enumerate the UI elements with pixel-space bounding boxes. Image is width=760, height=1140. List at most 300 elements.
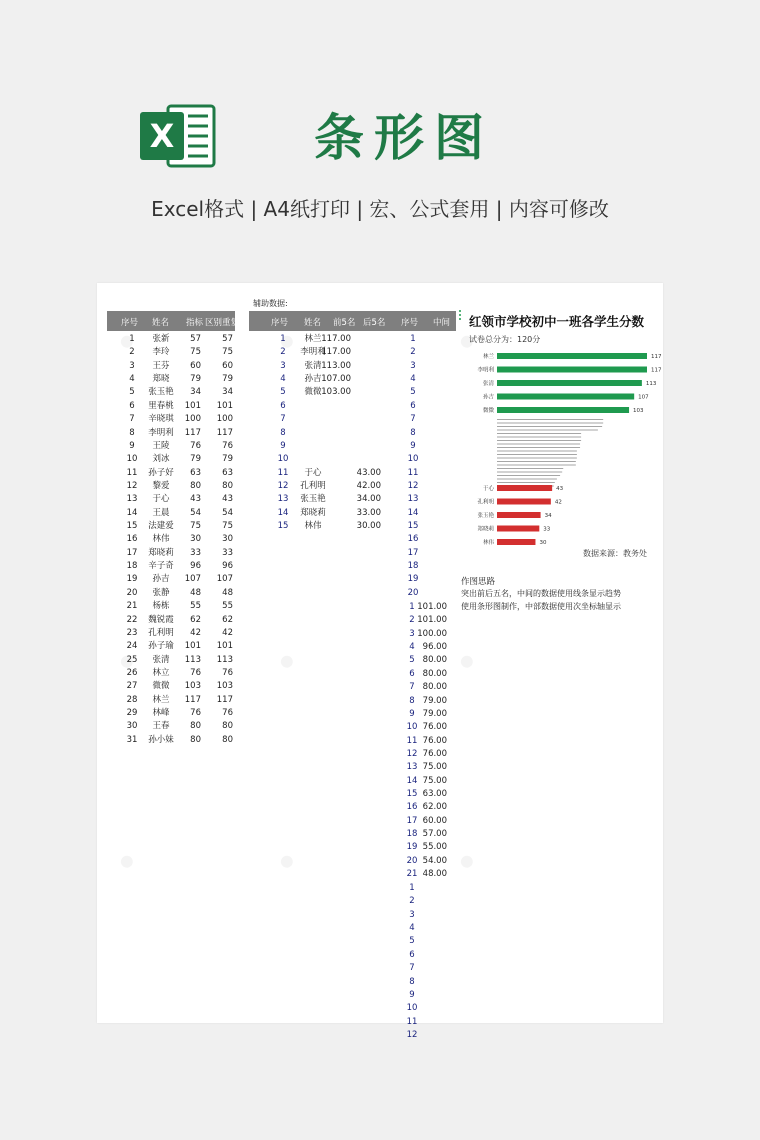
excel-logo-icon [138, 100, 218, 172]
student-score: 101 [184, 400, 201, 411]
aux-seq-no: 2 [409, 896, 415, 907]
bar-bottom [497, 485, 552, 491]
student-score: 63 [190, 467, 201, 478]
bar-middle [497, 444, 580, 445]
student-no: 13 [126, 494, 138, 505]
student-score: 30 [190, 534, 201, 545]
aux-seq-no: 8 [410, 427, 416, 438]
student-no: 19 [126, 574, 138, 585]
middle-value: 76.00 [422, 722, 447, 733]
aux-bottom-value: 34.00 [356, 494, 381, 505]
student-dedupe-score: 117 [216, 694, 233, 705]
student-no: 2 [129, 347, 135, 358]
student-score: 101 [184, 641, 201, 652]
middle-value: 62.00 [422, 802, 447, 813]
header-no: 序号 [121, 318, 139, 328]
middle-no: 15 [406, 789, 418, 800]
bar-bottom [497, 539, 535, 545]
student-no: 23 [126, 627, 138, 638]
header-score: 指标 [186, 318, 204, 328]
aux-top-no: 1 [280, 334, 286, 344]
aux-bottom-value: 33.00 [356, 507, 381, 518]
aux-bottom-no: 11 [277, 467, 289, 478]
student-no: 21 [126, 601, 138, 612]
middle-value: 48.00 [422, 869, 447, 880]
aux-seq-no: 5 [409, 936, 415, 947]
aux-seq-no: 2 [410, 347, 416, 358]
student-no: 16 [126, 534, 138, 545]
aux-top-value: 113.00 [321, 360, 351, 371]
student-dedupe-score: 117 [216, 427, 233, 438]
middle-no: 8 [409, 695, 415, 706]
student-dedupe-score: 79 [222, 374, 233, 385]
bar-value-label: 117 [651, 354, 662, 360]
header-name: 姓名 [152, 318, 170, 328]
aux-bottom-name: 于心 [304, 467, 322, 478]
aux-bottom-name: 张玉艳 [300, 494, 326, 505]
middle-value: 75.00 [422, 775, 447, 786]
aux-seq-no: 1 [409, 883, 415, 893]
bar-category-label: 李明利 [477, 367, 494, 374]
watermark [267, 641, 309, 686]
student-score: 33 [190, 547, 201, 558]
middle-value: 60.00 [422, 815, 447, 826]
chart-title: 红领市学校初中一班各学生分数 [469, 314, 645, 329]
bar-middle [497, 472, 562, 473]
middle-no: 4 [409, 642, 415, 653]
aux-seq-no: 10 [406, 1003, 418, 1014]
student-dedupe-score: 42 [222, 627, 233, 638]
bar-category-label: 林伟 [482, 540, 494, 546]
bar-top [497, 353, 647, 359]
student-dedupe-score: 75 [222, 347, 233, 358]
aux-bottom-no: 13 [277, 494, 289, 505]
aux-header-bottom5: 后5名 [363, 318, 386, 328]
student-name: 张新 [152, 334, 170, 344]
middle-no: 16 [406, 802, 418, 813]
aux-blank-no: 7 [280, 414, 286, 425]
aux-seq-no: 9 [409, 989, 415, 1000]
student-name: 孙子瑜 [148, 641, 174, 652]
aux-seq-no: 11 [407, 467, 419, 478]
student-name: 孙吉 [152, 574, 170, 585]
student-no: 9 [129, 440, 135, 451]
student-no: 7 [129, 414, 135, 425]
aux-seq-no: 11 [406, 1016, 418, 1027]
student-name: 孙子好 [148, 467, 174, 478]
student-name: 郑晓 [152, 374, 170, 385]
chart-subtitle: 试卷总分为：120分 [469, 335, 541, 344]
middle-value: 55.00 [422, 842, 447, 853]
student-score: 103 [184, 681, 201, 692]
middle-value: 57.00 [422, 829, 447, 840]
bar-middle [497, 433, 581, 434]
middle-no: 18 [406, 829, 418, 840]
middle-no: 11 [406, 735, 418, 746]
student-dedupe-score: 107 [216, 574, 233, 585]
middle-no: 9 [409, 708, 415, 719]
student-dedupe-score: 76 [222, 668, 233, 678]
aux-seq-no: 9 [410, 440, 416, 451]
student-name: 魏锐霞 [148, 614, 174, 625]
middle-no: 1 [409, 602, 415, 612]
student-no: 3 [129, 360, 135, 371]
student-dedupe-score: 76 [222, 440, 233, 451]
student-name: 张静 [152, 587, 170, 598]
middle-no: 3 [409, 628, 415, 639]
bar-value-label: 43 [556, 486, 564, 492]
student-dedupe-score: 34 [222, 387, 233, 398]
aux-bottom-no: 15 [277, 521, 289, 532]
student-dedupe-score: 80 [222, 721, 233, 732]
aux-seq-no: 6 [409, 949, 415, 960]
bar-chart [457, 303, 663, 569]
student-score: 79 [190, 374, 201, 385]
student-name: 刘冰 [152, 454, 170, 465]
bar-bottom [497, 526, 539, 532]
page-title: 条形图 [314, 109, 494, 167]
student-no: 24 [126, 641, 138, 652]
student-dedupe-score: 55 [222, 601, 233, 612]
student-dedupe-score: 113 [216, 654, 233, 665]
notes-title: 作图思路 [461, 577, 496, 587]
aux-header-seq: 序号 [401, 318, 419, 328]
student-dedupe-score: 30 [222, 534, 233, 545]
student-name: 张清 [152, 654, 170, 665]
bar-category-label: 于心 [482, 486, 494, 492]
aux-seq-no: 20 [407, 587, 419, 598]
student-name: 林峰 [152, 708, 170, 719]
student-dedupe-score: 63 [222, 467, 233, 478]
header-dedupe: 区别重复 [205, 318, 240, 328]
student-name: 郑晓莉 [148, 547, 174, 558]
middle-value: 101.00 [417, 615, 447, 626]
student-score: 57 [190, 334, 201, 344]
page-subtitle: Excel格式 | A4纸打印 | 宏、公式套用 | 内容可修改 [151, 197, 609, 221]
bar-value-label: 117 [651, 367, 662, 374]
middle-value: 79.00 [422, 708, 447, 719]
student-no: 10 [126, 454, 138, 465]
aux-header-no: 序号 [271, 318, 289, 328]
aux-seq-no: 4 [409, 923, 415, 934]
bar-top [497, 380, 642, 386]
student-dedupe-score: 80 [222, 734, 233, 745]
bar-middle [497, 419, 603, 420]
student-dedupe-score: 60 [222, 360, 233, 371]
aux-top-name: 林兰 [304, 334, 322, 344]
student-dedupe-score: 62 [222, 614, 233, 625]
middle-no: 10 [406, 722, 418, 733]
student-score: 54 [190, 507, 201, 518]
aux-top-value: 117.00 [321, 334, 351, 344]
watermark [447, 841, 489, 886]
student-name: 杨栋 [152, 601, 170, 612]
student-name: 于心 [152, 494, 170, 505]
student-dedupe-score: 79 [222, 454, 233, 465]
bar-category-label: 郑晓莉 [477, 526, 494, 533]
aux-seq-no: 10 [407, 454, 419, 465]
middle-value: 80.00 [422, 682, 447, 693]
aux-seq-no: 13 [407, 494, 419, 505]
aux-seq-no: 1 [410, 334, 416, 344]
student-dedupe-score: 75 [222, 521, 233, 532]
aux-seq-no: 6 [410, 400, 416, 411]
bar-middle [497, 423, 603, 424]
student-score: 96 [190, 561, 201, 572]
student-name: 王晨 [152, 507, 170, 518]
student-score: 113 [184, 654, 201, 665]
student-no: 27 [126, 681, 138, 692]
bar-middle [497, 451, 577, 452]
bar-middle [497, 437, 581, 438]
student-no: 29 [126, 708, 138, 719]
student-score: 80 [190, 734, 201, 745]
aux-top-no: 2 [280, 347, 286, 358]
bar-bottom [497, 499, 551, 505]
middle-no: 5 [409, 655, 415, 666]
spreadsheet [97, 283, 663, 1040]
student-no: 30 [126, 721, 138, 732]
student-no: 22 [126, 614, 138, 625]
student-name: 孙小妹 [148, 734, 174, 745]
middle-no: 20 [406, 855, 418, 866]
aux-blank-no: 9 [280, 440, 286, 451]
student-name: 辛晓琪 [148, 414, 174, 425]
aux-seq-no: 3 [409, 909, 415, 920]
hero-banner [0, 0, 760, 270]
aux-seq-no: 19 [407, 574, 419, 585]
bar-bottom [497, 512, 541, 518]
bar-middle [497, 475, 560, 476]
student-score: 43 [190, 494, 201, 505]
aux-bottom-name: 林伟 [304, 521, 322, 532]
aux-bottom-no: 14 [277, 507, 289, 518]
student-dedupe-score: 101 [216, 400, 233, 411]
aux-seq-no: 14 [407, 507, 419, 518]
student-name: 李明利 [148, 427, 174, 438]
middle-no: 19 [406, 842, 418, 853]
bar-value-label: 42 [554, 499, 562, 506]
student-name: 李玲 [152, 347, 170, 358]
aux-seq-no: 12 [406, 1029, 418, 1040]
middle-value: 79.00 [422, 695, 447, 706]
aux-top-name: 微微 [304, 387, 322, 398]
middle-no: 13 [406, 762, 418, 773]
student-score: 76 [190, 440, 201, 451]
notes-line-1: 突出前后五名，中间的数据使用线条显示趋势 [461, 589, 621, 598]
aux-top-value: 103.00 [321, 387, 351, 398]
bar-middle [497, 458, 577, 459]
bar-middle [497, 426, 602, 427]
middle-no: 17 [406, 815, 418, 826]
student-name: 孔利明 [148, 627, 174, 638]
student-name: 辛子奇 [148, 561, 174, 572]
bar-value-label: 30 [539, 540, 547, 546]
bar-middle [497, 447, 580, 448]
student-no: 4 [129, 374, 135, 385]
student-name: 王春 [152, 721, 170, 732]
middle-no: 7 [409, 682, 415, 693]
student-score: 62 [190, 614, 201, 625]
middle-value: 76.00 [422, 735, 447, 746]
aux-data-label: 辅助数据: [253, 299, 288, 308]
bar-category-label: 微微 [482, 408, 494, 414]
student-name: 黎爱 [152, 480, 170, 491]
aux-seq-no: 7 [410, 414, 416, 425]
aux-header-name: 姓名 [304, 318, 322, 328]
student-no: 14 [126, 507, 138, 518]
aux-seq-no: 17 [407, 547, 419, 558]
aux-top-no: 5 [280, 387, 286, 398]
aux-blank-no: 6 [280, 400, 286, 411]
student-no: 1 [129, 334, 135, 344]
aux-seq-no: 15 [407, 521, 419, 532]
main-table-header [107, 311, 240, 331]
middle-no: 21 [406, 869, 418, 880]
bar-middle [497, 454, 577, 455]
middle-no: 14 [406, 775, 418, 786]
logo-letter: X [149, 117, 175, 155]
student-name: 林兰 [152, 694, 170, 705]
middle-value: 54.00 [422, 855, 447, 866]
student-no: 17 [126, 547, 138, 558]
student-score: 79 [190, 454, 201, 465]
student-name: 微微 [152, 681, 170, 692]
aux-bottom-value: 43.00 [356, 467, 381, 478]
aux-seq-no: 12 [407, 480, 419, 491]
student-no: 26 [126, 668, 138, 678]
student-score: 75 [190, 347, 201, 358]
aux-seq-no: 5 [410, 387, 416, 398]
student-dedupe-score: 48 [222, 587, 233, 598]
middle-value: 101.00 [417, 602, 447, 612]
middle-value: 80.00 [422, 655, 447, 666]
bar-middle [497, 479, 557, 480]
aux-top-value: 107.00 [321, 374, 351, 385]
bar-middle [497, 468, 563, 469]
student-dedupe-score: 96 [222, 561, 233, 572]
watermark [107, 841, 149, 886]
aux-seq-no: 8 [409, 976, 415, 987]
notes-line-2: 使用条形图制作，中部数据使用次坐标轴显示 [461, 602, 621, 611]
student-dedupe-score: 57 [222, 334, 233, 344]
student-no: 11 [126, 467, 138, 478]
bar-top [497, 367, 647, 373]
student-score: 117 [184, 427, 201, 438]
aux-blank-no: 10 [277, 454, 289, 465]
student-score: 80 [190, 721, 201, 732]
bar-category-label: 张清 [482, 381, 494, 387]
aux-header-top5: 前5名 [333, 318, 356, 328]
student-score: 76 [190, 668, 201, 678]
student-dedupe-score: 103 [216, 681, 233, 692]
aux-bottom-value: 30.00 [356, 521, 381, 532]
aux-top-name: 孙吉 [304, 374, 322, 385]
middle-value: 75.00 [422, 762, 447, 773]
bar-top [497, 394, 634, 400]
bar-value-label: 107 [638, 394, 649, 401]
aux-seq-no: 3 [410, 360, 416, 371]
student-name: 王陵 [152, 440, 170, 451]
student-no: 31 [126, 734, 138, 745]
student-score: 100 [184, 414, 201, 425]
student-dedupe-score: 100 [216, 414, 233, 425]
watermark [267, 841, 309, 886]
bar-category-label: 林兰 [482, 354, 494, 360]
aux-bottom-name: 孔利明 [300, 480, 326, 491]
student-name: 林伟 [152, 534, 170, 545]
middle-no: 12 [406, 748, 418, 759]
bar-middle [497, 482, 555, 483]
student-dedupe-score: 43 [222, 494, 233, 505]
student-no: 6 [129, 400, 135, 411]
student-name: 法建爱 [148, 521, 174, 532]
middle-value: 63.00 [422, 789, 447, 800]
bar-value-label: 103 [633, 408, 644, 414]
student-no: 15 [126, 521, 138, 532]
bar-middle [497, 430, 598, 431]
middle-value: 96.00 [422, 642, 447, 653]
student-no: 20 [126, 587, 138, 598]
bar-middle [497, 440, 581, 441]
aux-top-no: 4 [280, 374, 286, 385]
student-name: 王芬 [152, 360, 170, 371]
chart-source: 数据来源：教务处 [583, 549, 647, 558]
student-score: 55 [190, 601, 201, 612]
student-dedupe-score: 101 [216, 641, 233, 652]
student-score: 75 [190, 521, 201, 532]
student-score: 80 [190, 480, 201, 491]
aux-header-middle: 中间 [433, 318, 451, 328]
aux-seq-no: 7 [409, 963, 415, 974]
bar-middle [497, 465, 576, 466]
aux-blank-no: 8 [280, 427, 286, 438]
bar-category-label: 张玉艳 [477, 513, 494, 519]
middle-value: 76.00 [422, 748, 447, 759]
student-score: 34 [190, 387, 201, 398]
middle-no: 2 [409, 615, 415, 626]
middle-no: 6 [409, 668, 415, 679]
middle-value: 100.00 [417, 628, 447, 639]
aux-seq-no: 18 [407, 561, 419, 572]
student-no: 28 [126, 694, 138, 705]
student-no: 25 [126, 654, 138, 665]
aux-top-value: 117.00 [321, 347, 351, 358]
student-score: 107 [184, 574, 201, 585]
bar-middle [497, 461, 576, 462]
aux-top-name: 张清 [304, 360, 322, 371]
student-no: 5 [129, 387, 135, 398]
aux-table-header [249, 311, 456, 331]
student-score: 60 [190, 360, 201, 371]
student-score: 117 [184, 694, 201, 705]
bar-top [497, 407, 629, 413]
aux-bottom-no: 12 [277, 480, 289, 491]
student-dedupe-score: 80 [222, 480, 233, 491]
aux-seq-no: 4 [410, 374, 416, 385]
student-score: 48 [190, 587, 201, 598]
aux-bottom-value: 42.00 [356, 480, 381, 491]
student-dedupe-score: 76 [222, 708, 233, 719]
bar-category-label: 孙吉 [482, 394, 494, 401]
student-score: 42 [190, 627, 201, 638]
aux-top-name: 李明利 [300, 347, 326, 358]
student-no: 8 [129, 427, 135, 438]
bar-value-label: 34 [544, 513, 552, 519]
bar-category-label: 孔利明 [477, 499, 494, 506]
student-name: 里春桃 [148, 400, 174, 411]
student-name: 张玉艳 [148, 387, 174, 398]
